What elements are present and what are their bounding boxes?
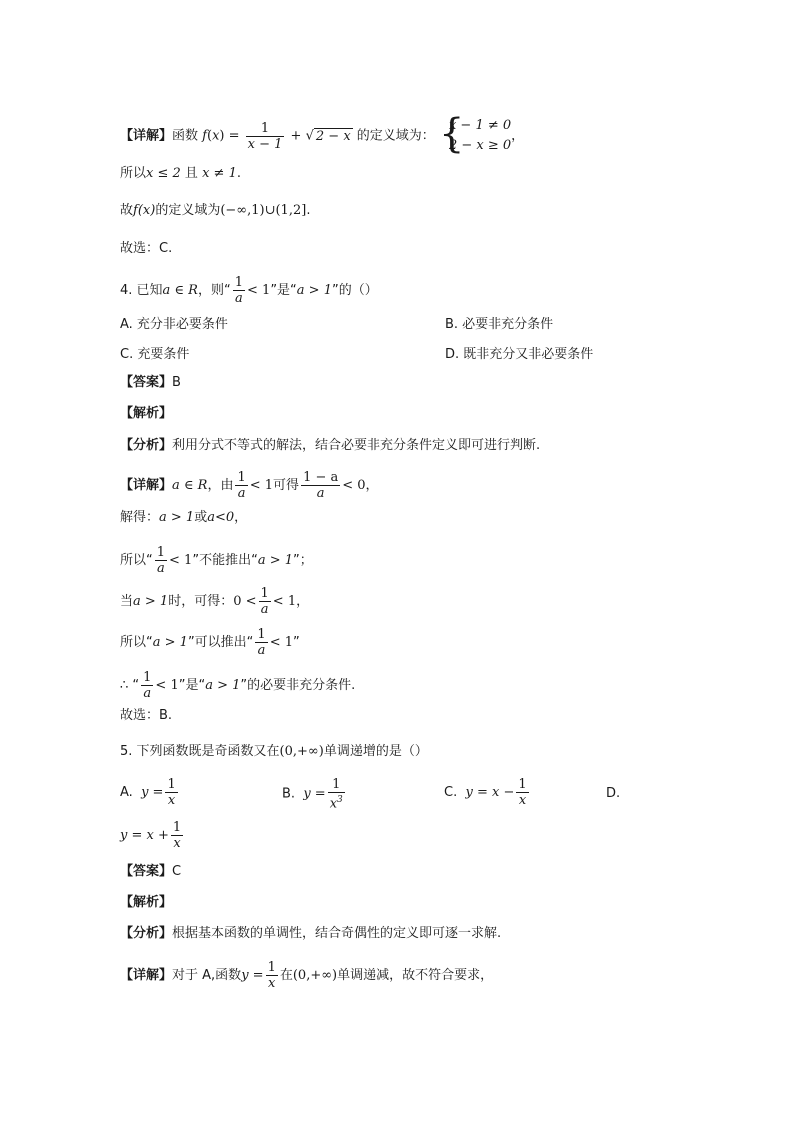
den: a: [257, 643, 266, 658]
analysis-label: 【解析】: [120, 895, 173, 910]
math: < 1: [249, 478, 274, 493]
text: ，由: [207, 478, 234, 493]
text: 故: [120, 203, 134, 218]
text: ，: [511, 128, 525, 144]
fraction: [233, 275, 245, 306]
text: 可得: [273, 478, 300, 493]
text: 对于 A,函数: [172, 968, 242, 983]
math: < 1: [269, 635, 293, 650]
math: a ∈ R: [172, 478, 208, 493]
text: 在: [279, 968, 293, 983]
den: a: [260, 602, 269, 617]
q4-detail-1: [120, 470, 379, 501]
den: a: [237, 486, 246, 501]
q5-option-d: [120, 820, 185, 851]
radicand: 2 − x: [315, 128, 351, 144]
q5-option-b: [282, 777, 347, 811]
detail-label: 【详解】: [120, 128, 173, 144]
fraction: [155, 545, 167, 576]
math: < 1: [247, 283, 271, 298]
answer-label: 【答案】: [120, 375, 173, 390]
fraction: [328, 777, 345, 811]
math: x ≤ 2: [146, 166, 181, 181]
math: 0 <: [233, 594, 257, 609]
math: x ≠ 1: [202, 166, 237, 181]
text: ”可以推出“: [187, 635, 254, 650]
math: < 1: [272, 594, 297, 609]
detail-label: 【详解】: [120, 478, 173, 493]
q5-option-c: [444, 777, 531, 808]
option-label: B.: [282, 786, 296, 802]
q5-option-a: [120, 777, 180, 808]
text: 所以“: [120, 635, 153, 650]
den: a: [157, 561, 165, 576]
sys-row: x − 1 ≠ 0: [448, 118, 512, 133]
fraction: [171, 820, 183, 851]
math: +: [286, 128, 306, 144]
text: 时，可得：: [168, 594, 234, 609]
q4-option-a: A. 充分非必要条件: [120, 317, 228, 332]
num: 1 − a: [303, 470, 339, 485]
num: 1: [257, 627, 266, 642]
math: < 0: [342, 478, 366, 493]
num: 1: [260, 586, 269, 601]
q4-detail-3: [120, 545, 313, 576]
math: f: [202, 128, 207, 144]
option-label: A.: [120, 785, 133, 800]
text: 解得：: [120, 510, 160, 525]
text: ，: [365, 478, 379, 493]
math: f(x): [133, 203, 156, 218]
text: 函数: [172, 128, 199, 144]
sqrt-sym: √: [305, 128, 314, 144]
num: 1: [237, 470, 246, 485]
analysis-label: 【解析】: [120, 406, 173, 421]
den: x − 1: [247, 136, 283, 152]
num: 1: [267, 960, 276, 975]
text: ”的必要非充分条件.: [240, 678, 356, 693]
text: 的定义域为: [155, 203, 221, 218]
math: a > 1: [159, 510, 195, 525]
num: 1: [156, 545, 166, 560]
math: a ∈ R: [162, 283, 198, 298]
math: a > 1: [133, 594, 169, 609]
q4-fenxi: [120, 437, 540, 455]
q5-answer: [120, 863, 181, 881]
q4-detail-5: [120, 627, 300, 658]
den: x: [173, 836, 181, 851]
text: 利用分式不等式的解法，结合必要非充分条件定义即可进行判断.: [172, 438, 541, 453]
text: ，: [296, 594, 310, 609]
text: 或: [194, 510, 208, 525]
math: (−∞,1)∪(1,2]: [220, 203, 307, 218]
math: < 1: [155, 678, 179, 693]
q4-analysis-label: [120, 405, 172, 423]
text: 单调递减，故不符合要求，: [337, 968, 494, 983]
text: 的定义域为：: [356, 128, 435, 144]
text: ∴ “: [120, 678, 140, 693]
fraction: [266, 960, 278, 991]
text: ，则“: [197, 283, 231, 298]
q4-final: 故选：B.: [120, 708, 173, 723]
q4-option-b: B. 必要非充分条件: [445, 317, 554, 332]
num: 1: [518, 777, 527, 792]
num: 1: [246, 121, 285, 137]
q5-option-d-label: D.: [606, 786, 621, 801]
den: x: [167, 793, 176, 808]
q5-fenxi: [120, 925, 501, 943]
math: (0,+∞): [279, 744, 324, 759]
text: ，: [234, 510, 248, 525]
text: 所以“: [120, 553, 153, 568]
text: 根据基本函数的单调性，结合奇偶性的定义即可逐一求解.: [172, 926, 502, 941]
text: ”是“: [178, 678, 206, 693]
math: a > 1: [296, 283, 332, 298]
equation-system: { x − 1 ≠ 0 2 − x ≥ 0: [438, 111, 512, 157]
fenxi-label: 【分析】: [120, 438, 173, 453]
fenxi-label: 【分析】: [120, 926, 173, 941]
q5-detail: [120, 960, 493, 991]
math: a > 1: [152, 635, 188, 650]
num: 1: [143, 670, 152, 685]
fraction: [246, 121, 285, 152]
text: 5. 下列函数既是奇函数又在: [120, 744, 280, 759]
text: 当: [120, 594, 134, 609]
den: a: [234, 291, 243, 306]
math: y = x +: [120, 828, 169, 843]
q3-detail-line: 【详解】函数 f(x) = $\frac{1}{x - 1}$ + √ 2 − x 的定义域为： { x − 1 ≠ 0 2 − x ≥ 0 ，: [120, 111, 525, 157]
fraction: [301, 470, 340, 501]
den: x: [268, 976, 276, 991]
text: ”；: [293, 553, 313, 568]
fraction: [235, 470, 247, 501]
q4-stem: [120, 275, 378, 306]
math: =: [224, 128, 244, 144]
q4-detail-4: [120, 586, 309, 617]
num: 1: [167, 777, 176, 792]
answer-value: C: [172, 864, 182, 879]
answer-value: B: [172, 375, 181, 390]
fraction: [259, 586, 271, 617]
q4-option-d: D. 既非充分又非必要条件: [445, 347, 594, 362]
q5-analysis-label: [120, 894, 172, 912]
q4-answer: [120, 374, 181, 392]
text: 且: [184, 166, 198, 181]
text: ”不能推出“: [192, 553, 258, 568]
math: y =: [141, 785, 164, 800]
text: ”的（）: [331, 283, 378, 298]
exponent: 3: [337, 795, 343, 805]
q3-line3: [120, 202, 310, 220]
den: x: [329, 796, 338, 812]
fraction: [165, 777, 177, 808]
q4-detail-6: [120, 670, 355, 701]
q4-detail-2: [120, 509, 247, 527]
math: (0,+∞): [292, 968, 338, 983]
text: .: [236, 166, 241, 181]
math: a > 1: [257, 553, 293, 568]
math: < 1: [169, 553, 193, 568]
text: 4. 已知: [120, 283, 163, 298]
q4-option-c: C. 充要条件: [120, 347, 190, 362]
fraction: [141, 670, 153, 701]
den: a: [316, 486, 325, 501]
answer-label: 【答案】: [120, 864, 173, 879]
text: 单调递增的是（）: [323, 744, 428, 759]
den: a: [143, 686, 152, 701]
text: .: [306, 203, 311, 218]
math: x: [212, 128, 220, 144]
q3-line2: [120, 165, 241, 183]
text: ”是“: [270, 283, 297, 298]
sys-row: 2 − x ≥ 0: [448, 138, 512, 153]
option-label: C.: [444, 785, 458, 800]
num: 1: [172, 820, 182, 835]
math: y = x −: [465, 785, 515, 800]
math: y =: [303, 786, 326, 802]
math: y =: [241, 968, 264, 983]
math: a > 1: [205, 678, 241, 693]
den: x: [518, 793, 527, 808]
num: 1: [328, 777, 345, 793]
text: ”: [293, 635, 300, 650]
fraction: [255, 627, 267, 658]
detail-label: 【详解】: [120, 968, 173, 983]
text: 所以: [120, 166, 147, 181]
sqrt: [306, 128, 353, 144]
math: a<0: [207, 510, 235, 525]
fraction: [516, 777, 528, 808]
q5-stem: [120, 743, 428, 761]
num: 1: [234, 275, 244, 290]
q3-answer: 故选：C.: [120, 241, 173, 256]
